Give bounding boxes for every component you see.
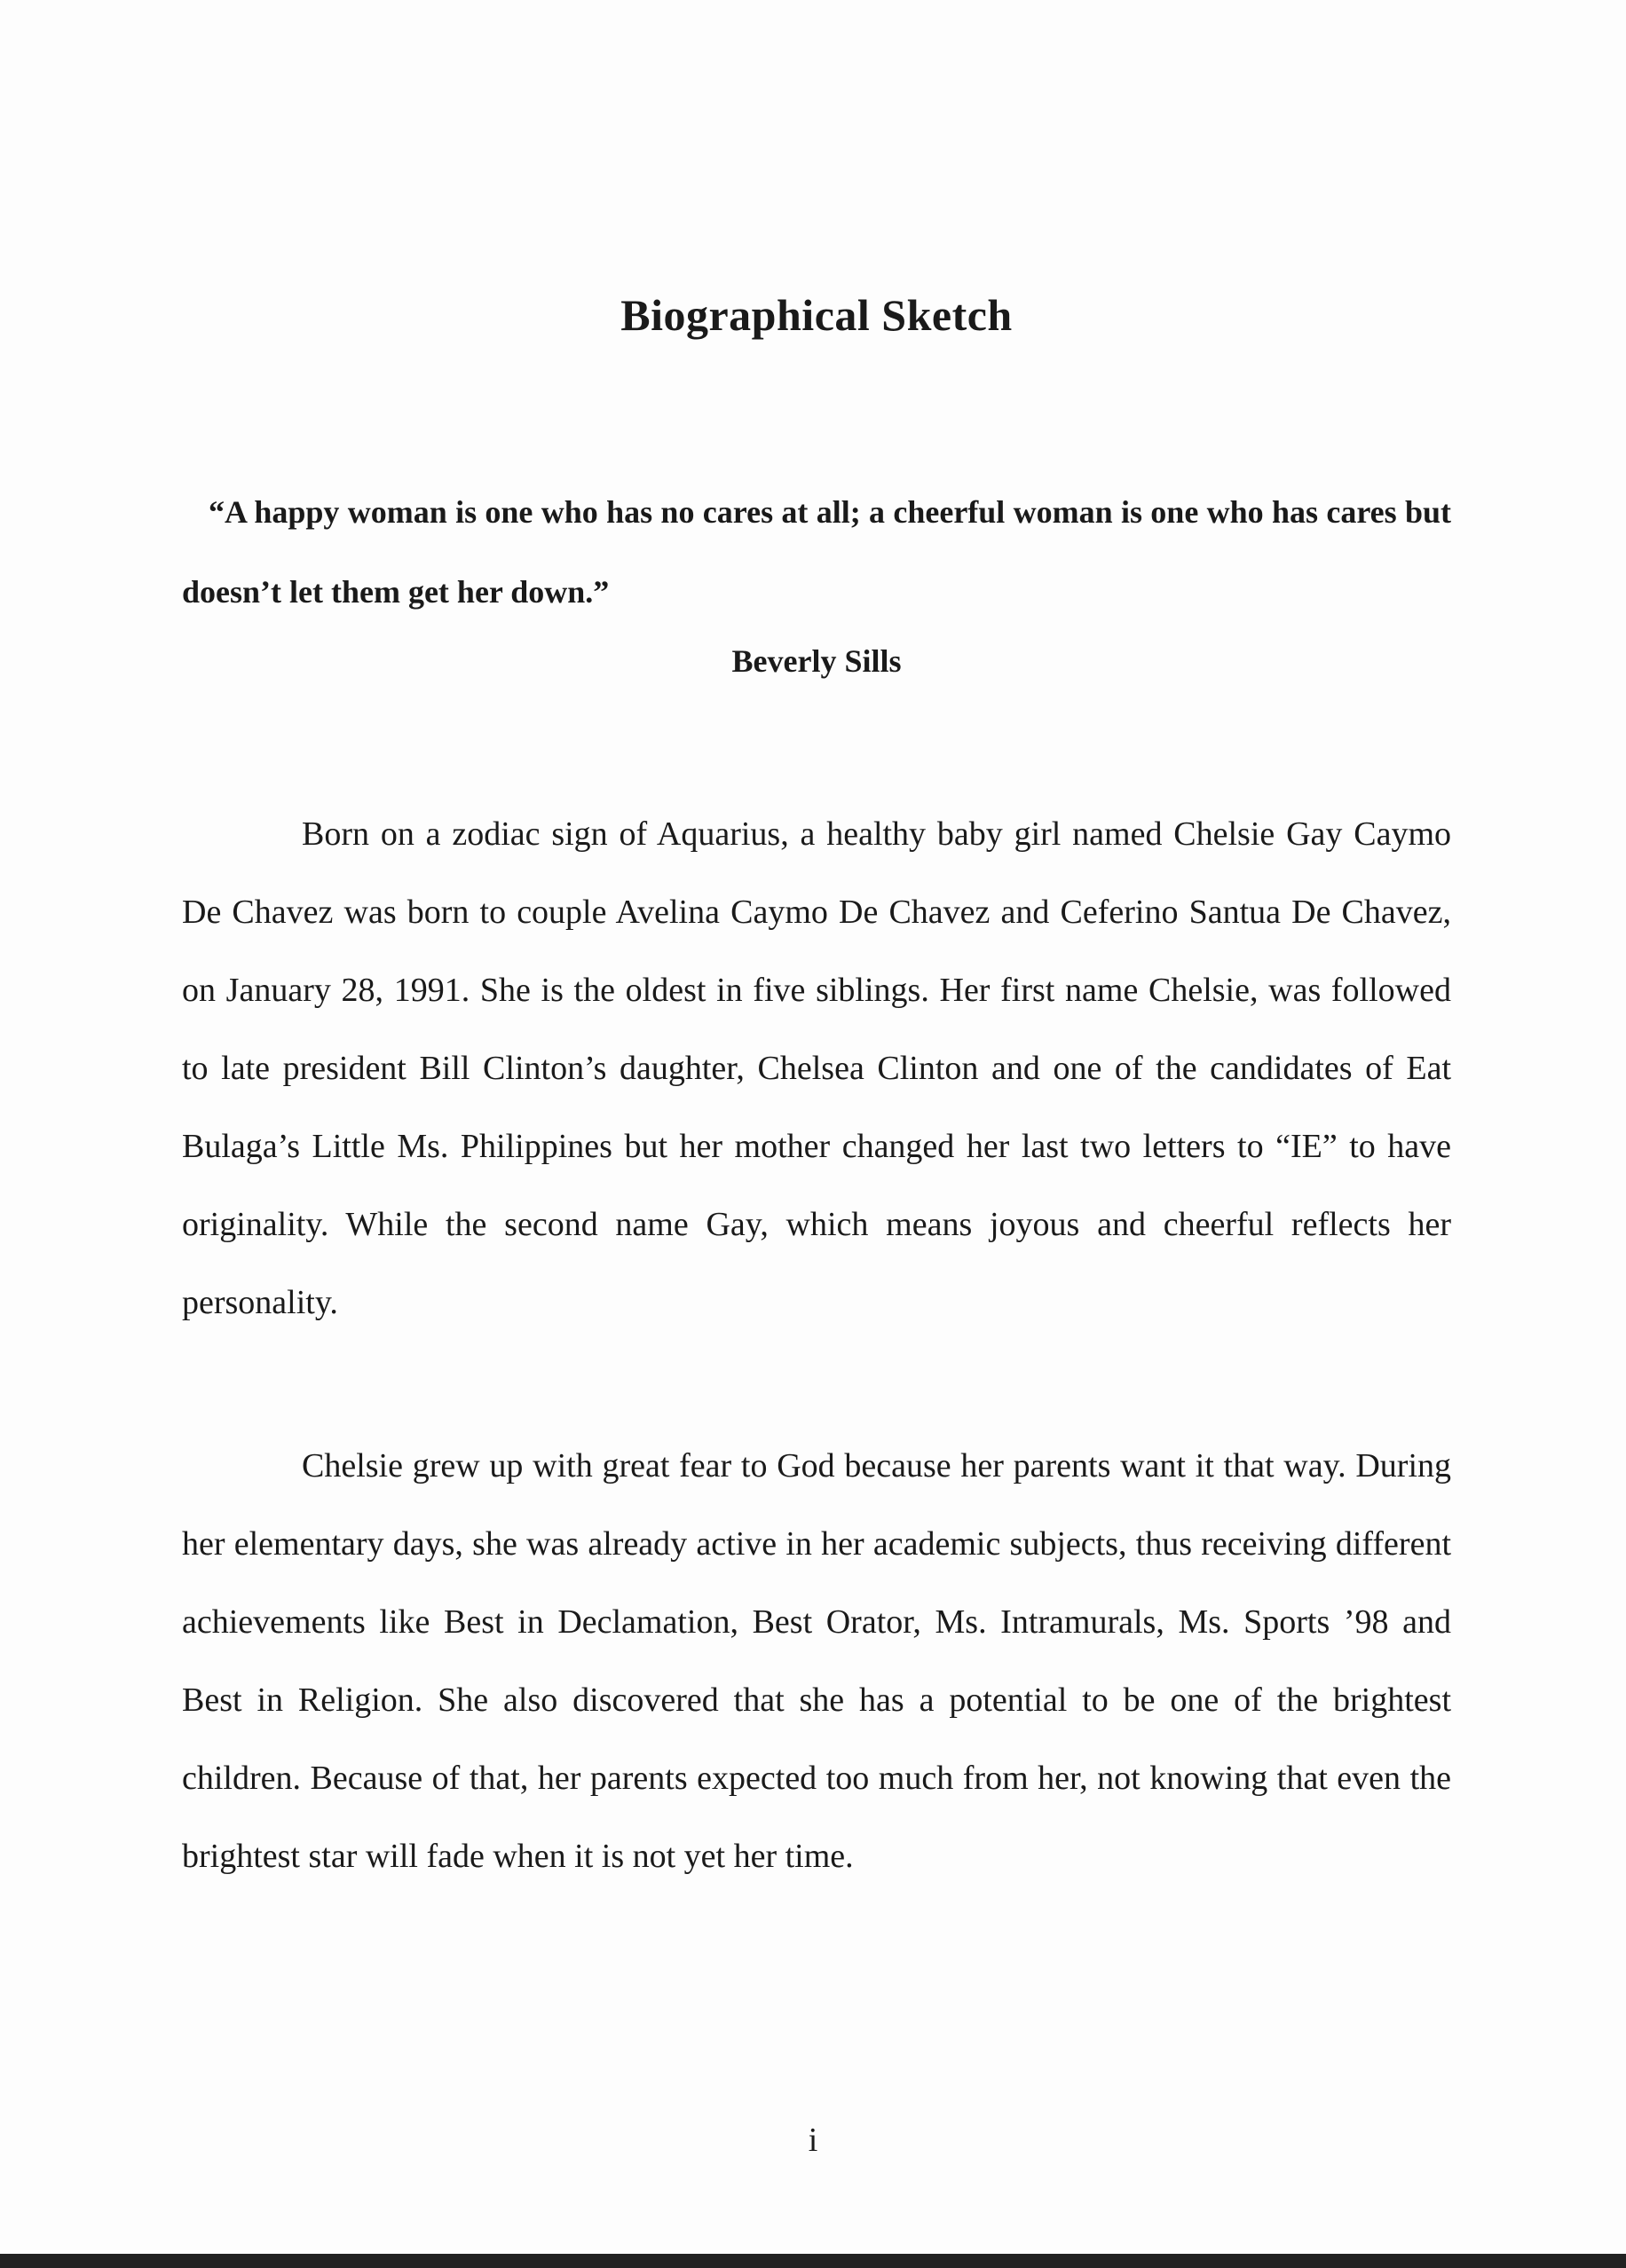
page-number: i [808,2122,818,2159]
body-paragraph-1: Born on a zodiac sign of Aquarius, a healthy baby girl named Chelsie Gay Caymo De Chavez was born to couple Avelina Caymo De Chavez and Ceferino Santua De Chavez, on January 28, 1991. She is the oldest in five siblings. Her first name Chelsie, was followed to late president Bill Clinton’s daughter, Chelsea Clinton and one of the candidates of Eat Bulaga’s Little Ms. Philippines but her mother changed her last two letters to “IE” to have originality. While the second name Gay, which means joyous and cheerful reflects her personality. [182,815,1451,1321]
epigraph-quote: “A happy woman is one who has no cares at all; a cheerful woman is one who has cares but doesn’t let them get her down.” [182,494,1451,610]
scan-bottom-edge [0,2254,1626,2268]
epigraph-author: Beverly Sills [731,643,902,679]
document-body [182,266,1451,1895]
body-paragraph-2: Chelsie grew up with great fear to God because her parents want it that way. During her elementary days, she was already active in her academic subjects, thus receiving different achievements like Best in Declamation, Best Orator, Ms. Intramurals, Ms. Sports ’98 and Best in Religion. She also discovered that she has a potential to be one of the brightest children. Because of that, her parents expected too much from her, not knowing that even the brightest star will fade when it is not yet her time. [182,1447,1451,1875]
page-title: Biographical Sketch [620,290,1013,340]
